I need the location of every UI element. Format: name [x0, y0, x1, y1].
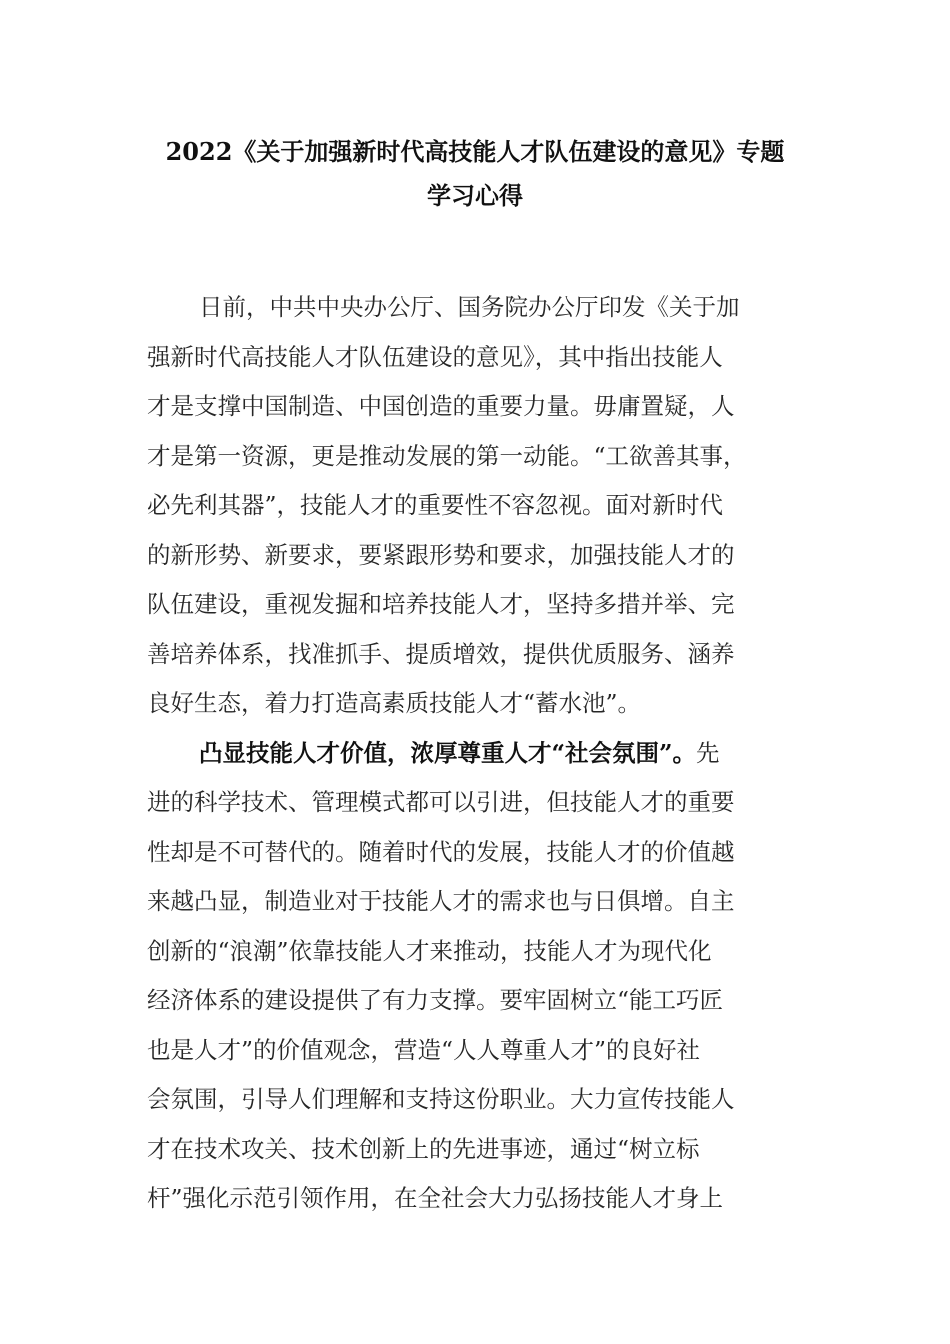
paragraph-line: 队伍建设，重视发掘和培养技能人才，坚持多措并举、完: [147, 590, 735, 618]
paragraph-line: 才在技术攻关、技术创新上的先进事迹，通过“树立标: [147, 1134, 700, 1163]
paragraph-2: [147, 729, 807, 1224]
paragraph-line: 进的科学技术、管理模式都可以引进，但技能人才的重要: [147, 788, 735, 816]
paragraph-line: 日前，中共中央办公厅、国务院办公厅印发《关于加: [199, 293, 740, 321]
paragraph-line: 强新时代高技能人才队伍建设的意见》，其中指出技能人: [147, 342, 723, 371]
paragraph-line-rest: 先: [696, 738, 720, 767]
paragraph-line: 的新形势、新要求，要紧跟形势和要求，加强技能人才的: [147, 540, 735, 569]
title-line-2: 学习心得: [427, 181, 523, 210]
paragraph-line: 来越凸显，制造业对于技能人才的需求也与日俱增。自主: [147, 887, 735, 915]
document-body: [147, 283, 807, 1224]
paragraph-line: 也是人才”的价值观念，营造“人人尊重人才”的良好社: [147, 1035, 701, 1064]
paragraph-line: 必先利其器”，技能人才的重要性不容忽视。面对新时代: [147, 491, 724, 519]
title-line-1: 2022《关于加强新时代高技能人才队伍建设的意见》专题: [165, 137, 785, 166]
paragraph-line: 才是支撑中国制造、中国创造的重要力量。毋庸置疑，人: [147, 392, 735, 420]
section-heading: 凸显技能人才价值，浓厚尊重人才“社会氛围”。: [199, 738, 697, 767]
paragraph-line: 良好生态，着力打造高素质技能人才“蓄水池”。: [147, 689, 642, 717]
paragraph-line: 经济体系的建设提供了有力支撑。要牢固树立“能工巧匠: [147, 986, 724, 1014]
paragraph-1: [147, 283, 807, 729]
paragraph-line: 善培养体系，找准抓手、提质增效，提供优质服务、涵养: [147, 639, 735, 668]
paragraph-line: 才是第一资源，更是推动发展的第一动能。“工欲善其事，: [147, 441, 747, 470]
paragraph-line: 创新的“浪潮”依靠技能人才来推动，技能人才为现代化: [147, 936, 712, 965]
document-title: [100, 130, 850, 218]
paragraph-line: 杆”强化示范引领作用，在全社会大力弘扬技能人才身上: [147, 1184, 724, 1212]
paragraph-line: 性却是不可替代的。随着时代的发展，技能人才的价值越: [147, 837, 735, 866]
paragraph-first-line: [147, 729, 807, 779]
paragraph-line: 会氛围，引导人们理解和支持这份职业。大力宣传技能人: [147, 1085, 735, 1113]
